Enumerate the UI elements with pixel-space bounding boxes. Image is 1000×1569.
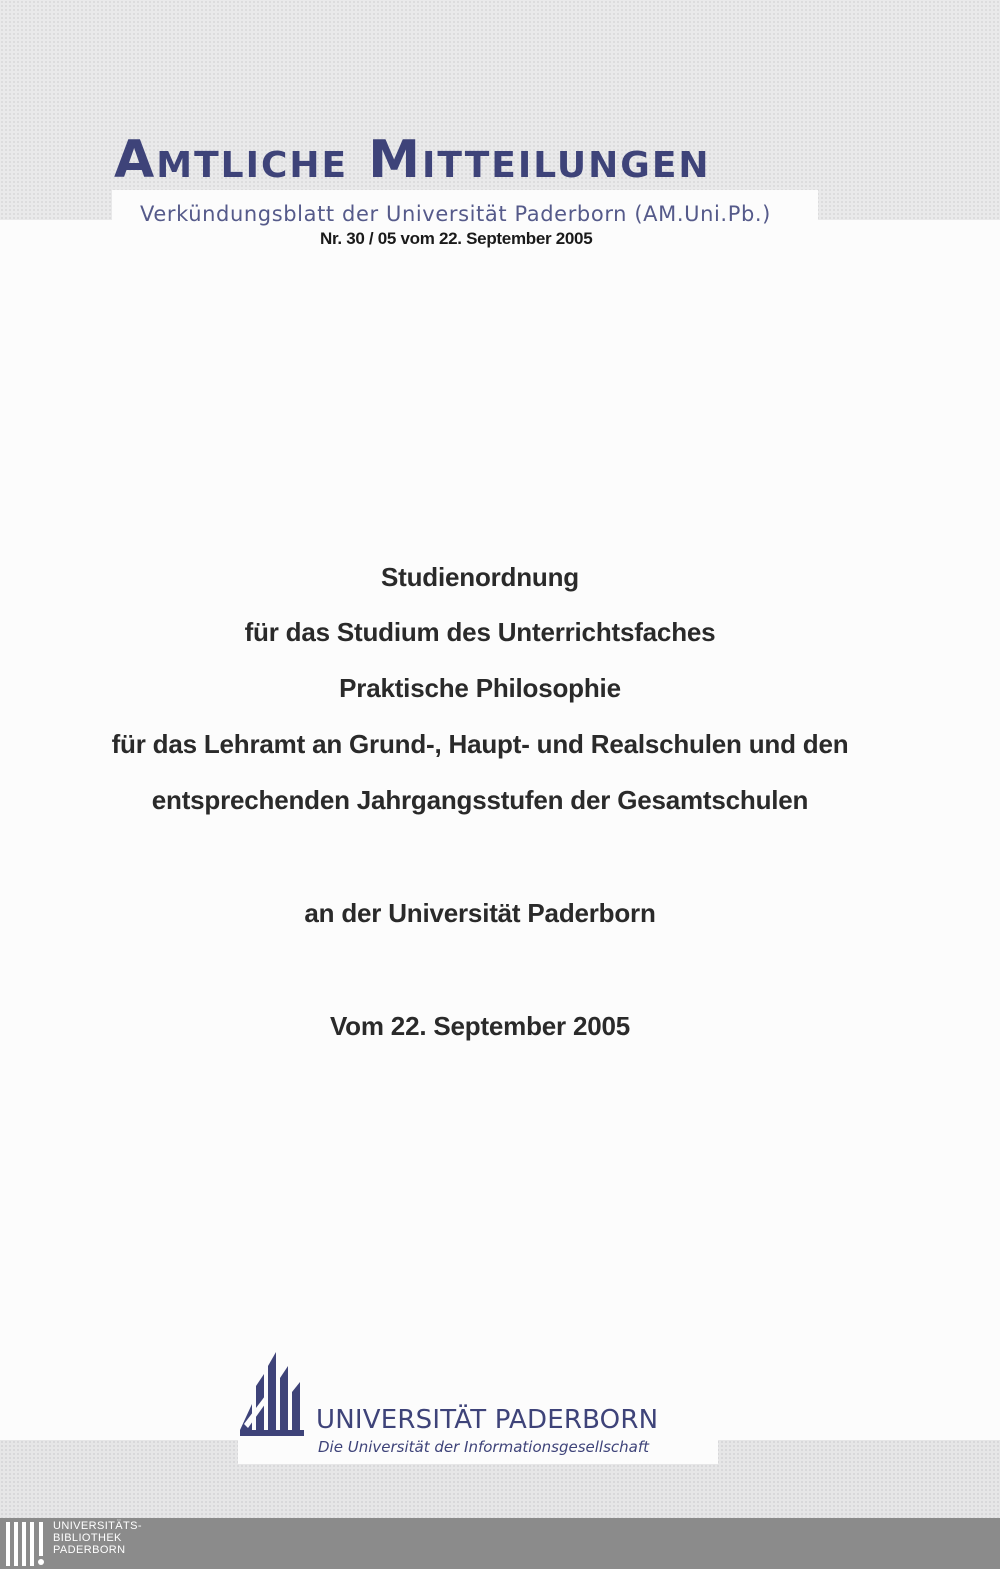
document-title-line: Studienordnung (381, 562, 579, 592)
library-label (53, 1520, 173, 1556)
page-body (0, 220, 1000, 1440)
masthead-title: Amtliche Mitteilungen (114, 130, 711, 190)
library-label-line: PADERBORN (53, 1544, 126, 1556)
university-logo-icon (238, 1352, 306, 1438)
institution-line: an der Universität Paderborn (304, 898, 656, 928)
university-name: UNIVERSITÄT PADERBORN (316, 1405, 659, 1435)
library-label-line: UNIVERSITÄTS- (53, 1520, 142, 1532)
document-title-line: für das Studium des Unterrichtsfaches (244, 617, 716, 647)
document-title-line: für das Lehramt an Grund-, Haupt- und Realschulen und den (111, 729, 849, 759)
document-title-line: Praktische Philosophie (339, 673, 621, 703)
document-title-line: entsprechenden Jahrgangsstufen der Gesamtschulen (151, 785, 809, 815)
document-date: Vom 22. September 2005 (329, 1011, 631, 1041)
masthead-subtitle: Verkündungsblatt der Universität Paderborn (AM.Uni.Pb.) (140, 202, 771, 226)
library-label-line: BIBLIOTHEK (53, 1532, 122, 1544)
issue-number: Nr. 30 / 05 vom 22. September 2005 (320, 229, 593, 248)
library-logo-icon (4, 1520, 48, 1568)
university-tagline: Die Universität der Informationsgesellschaft (318, 1438, 649, 1456)
